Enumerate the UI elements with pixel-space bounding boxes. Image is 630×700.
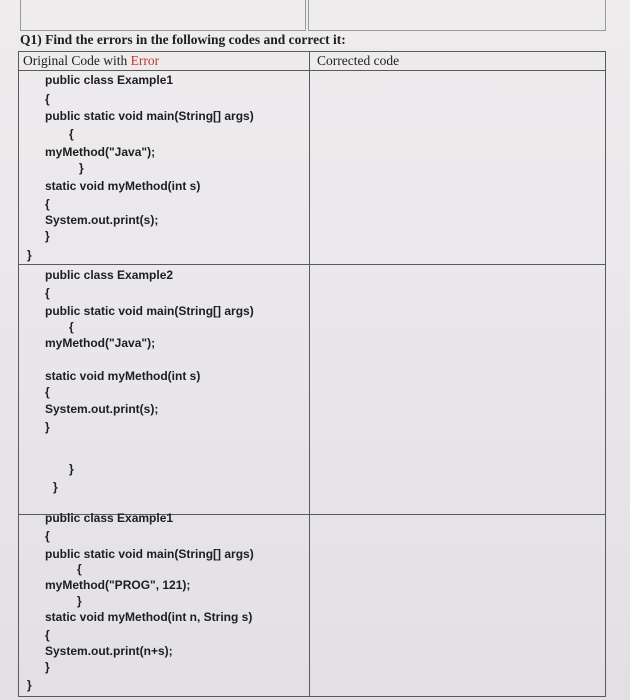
code-line: { xyxy=(45,628,50,642)
code-line: myMethod("Java"); xyxy=(45,145,156,159)
code-line: } xyxy=(45,660,50,674)
header-error-word: Error xyxy=(130,53,160,68)
code-table xyxy=(18,51,606,697)
header-divider xyxy=(19,70,605,71)
code-line: static void myMethod(int s) xyxy=(45,369,201,383)
code-line: } xyxy=(79,161,84,175)
code-line: { xyxy=(45,286,50,300)
code-line: public static void main(String[] args) xyxy=(45,109,254,123)
column-divider xyxy=(309,52,310,696)
code-line: { xyxy=(45,385,50,399)
code-line: { xyxy=(69,320,74,334)
code-line: public class Example1 xyxy=(45,73,174,87)
code-line: { xyxy=(77,562,82,576)
code-line: static void myMethod(int n, String s) xyxy=(45,610,253,624)
row-divider-1 xyxy=(19,264,605,265)
code-line: public class Example2 xyxy=(45,268,174,282)
code-line: myMethod("PROG", 121); xyxy=(45,578,191,592)
code-line: static void myMethod(int s) xyxy=(45,179,201,193)
header-original-text: Original Code with xyxy=(23,53,131,68)
code-line: } xyxy=(53,480,58,494)
code-line: public static void main(String[] args) xyxy=(45,304,254,318)
code-line: System.out.print(s); xyxy=(45,213,159,227)
code-line: System.out.print(n+s); xyxy=(45,644,173,658)
code-line: } xyxy=(69,462,74,476)
top-cell-right xyxy=(308,0,606,31)
code-line: public class Example1 xyxy=(45,511,174,525)
code-line: public static void main(String[] args) xyxy=(45,547,254,561)
code-line: } xyxy=(27,678,32,692)
code-line: } xyxy=(27,248,32,262)
question-heading: Q1) Find the errors in the following codes and correct it: xyxy=(20,32,346,47)
code-line: { xyxy=(45,92,50,106)
code-line: System.out.print(s); xyxy=(45,402,159,416)
code-line: { xyxy=(45,529,50,543)
code-line: } xyxy=(77,594,82,608)
code-line: } xyxy=(45,420,50,434)
header-original xyxy=(23,52,159,70)
header-corrected: Corrected code xyxy=(317,53,400,68)
code-line: myMethod("Java"); xyxy=(45,336,156,350)
code-line: } xyxy=(45,229,50,243)
top-cell-left xyxy=(20,0,306,31)
code-line: { xyxy=(69,127,74,141)
code-line: { xyxy=(45,197,50,211)
